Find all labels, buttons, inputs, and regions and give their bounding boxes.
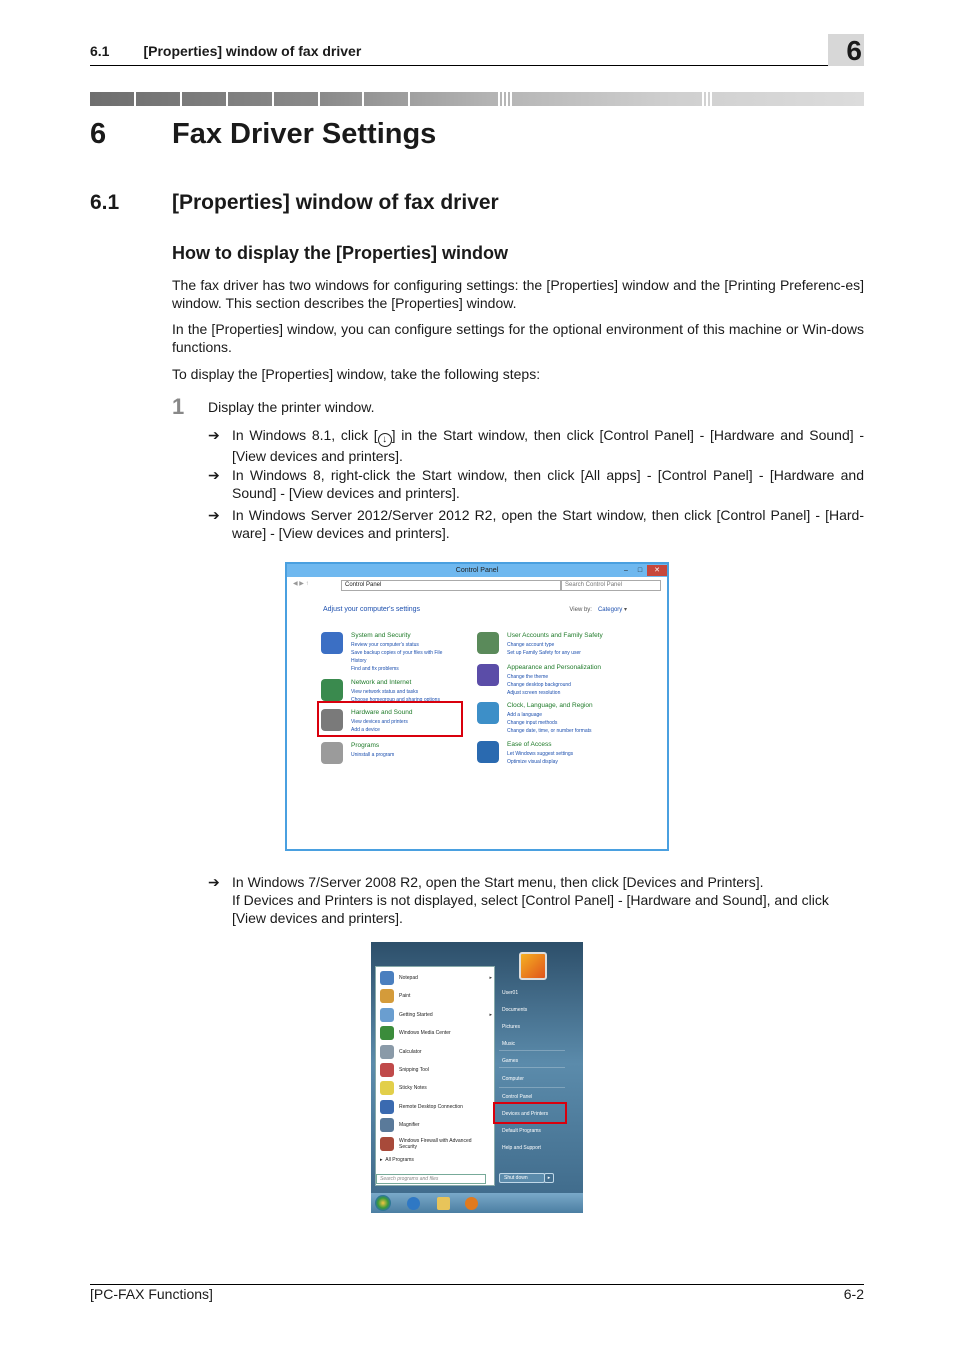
cp-category-link: Find and fix problems [351, 666, 399, 672]
chapter-title [90, 118, 436, 151]
cp-view-by-value: Category [597, 607, 623, 613]
start-menu-program [380, 1007, 492, 1023]
arrow-icon: ➔ [208, 507, 220, 523]
cp-category-link: Choose homegroup and sharing options [351, 697, 440, 703]
shutdown-options-icon: ▸ [544, 1173, 554, 1183]
cp-category-link: Change input methods [507, 720, 558, 726]
program-icon [380, 1118, 394, 1132]
menu-separator [499, 1087, 565, 1088]
program-icon [380, 1100, 394, 1114]
cp-category-icon [321, 632, 343, 654]
cp-titlebar [287, 564, 667, 577]
arrow-icon: ➔ [208, 427, 220, 443]
highlight-box [317, 701, 463, 737]
start-menu-program [380, 988, 492, 1004]
start-menu-program [380, 1044, 492, 1060]
program-label: Windows Media Center [399, 1030, 451, 1037]
cp-title: Control Panel [455, 567, 499, 574]
arrow-icon: ➔ [208, 467, 220, 483]
start-menu-right-item: Computer [502, 1076, 524, 1082]
cp-address-bar: Control Panel [341, 580, 561, 591]
media-player-icon [465, 1197, 478, 1210]
running-header-section-title: [Properties] window of fax driver [143, 43, 362, 59]
program-icon [380, 1137, 394, 1151]
start-menu-screenshot [371, 942, 583, 1213]
cp-category-link: Change desktop background [507, 682, 571, 688]
program-icon [380, 971, 394, 985]
start-menu-right-item: Music [502, 1041, 516, 1047]
program-label: Sticky Notes [399, 1085, 427, 1092]
maximize-icon: □ [637, 567, 643, 574]
running-header-section-num: 6.1 [90, 43, 110, 59]
cp-category-link: Adjust screen resolution [507, 690, 561, 696]
cp-category-icon [321, 742, 343, 764]
paragraph-1: The fax driver has two windows for configuring settings: the [Properties] window and the [Printing Preferenc-es] window. This section describes the [Properties] window. [172, 277, 864, 311]
footer-page-number: 6-2 [843, 1286, 864, 1302]
start-menu-program [380, 1062, 492, 1078]
control-panel-screenshot [285, 562, 669, 851]
bullet-text: In Windows 8.1, click [ [232, 427, 378, 443]
cp-category-name: Ease of Access [507, 741, 552, 748]
program-icon [380, 1045, 394, 1059]
bullet-text: ] in the Start window, then click [Control Panel] - [Hardware and Sound] - [View devices and printers]. [232, 427, 864, 464]
program-label: Windows Firewall with Advanced Security [399, 1137, 472, 1150]
start-menu-program [380, 1136, 492, 1152]
cp-category-link: Uninstall a program [351, 752, 395, 758]
cp-category-link: View devices and printers [351, 719, 408, 725]
program-label: Snipping Tool [399, 1067, 429, 1073]
cp-address-row [291, 580, 663, 592]
program-label: Getting Started [399, 1011, 433, 1018]
nav-arrows-icon: ◀ ▶ ↑ [293, 581, 309, 587]
cp-category-link: Change the theme [507, 674, 549, 680]
cp-category-name: Network and Internet [351, 679, 412, 686]
bullet-windows-8 [208, 466, 864, 502]
program-label: Notepad [399, 975, 418, 981]
page-footer [90, 1284, 864, 1302]
program-icon [380, 1026, 394, 1040]
all-programs: ▸ All Programs [380, 1157, 414, 1163]
cp-category-name: Programs [351, 742, 380, 749]
submenu-arrow-icon: ▸ [489, 1011, 492, 1018]
running-header [90, 35, 864, 66]
start-search-input: Search programs and files [376, 1174, 486, 1184]
start-menu-right-item: Default Programs [502, 1128, 541, 1134]
internet-explorer-icon [407, 1197, 420, 1210]
start-menu-program [380, 1117, 492, 1133]
start-menu-right-item: Documents [502, 1007, 528, 1013]
start-menu-right-item: Pictures [502, 1024, 521, 1030]
cp-category-link: Add a language [507, 712, 543, 718]
chapter-title-text: Fax Driver Settings [172, 118, 437, 150]
explorer-folder-icon [437, 1197, 450, 1210]
bullet-text: If Devices and Printers is not displayed, select [Control Panel] - [Hardware and Sound], and click [View devices and printers]. [232, 892, 829, 926]
close-icon: ✕ [647, 565, 667, 576]
section-number: 6.1 [90, 191, 120, 214]
arrow-icon: ➔ [208, 874, 220, 890]
cp-category-link: Save backup copies of your files with File [351, 650, 443, 656]
cp-category-link: Review your computer's status [351, 642, 419, 648]
cp-category-icon [477, 664, 499, 686]
paragraph-3: To display the [Properties] window, take the following steps: [172, 366, 541, 382]
highlight-box [493, 1102, 567, 1124]
paragraph-2: In the [Properties] window, you can configure settings for the optional environment of this machine or Win-dows functions. [172, 321, 864, 355]
bullet-text: In Windows Server 2012/Server 2012 R2, open the Start window, then click [Control Panel] - [Hard-ware] - [View devices and printers]. [232, 507, 864, 541]
cp-category-name: User Accounts and Family Safety [507, 632, 603, 639]
bullet-text: In Windows 7/Server 2008 R2, open the Start menu, then click [Devices and Printers]. [232, 874, 764, 890]
start-menu-right-item: User01 [502, 990, 519, 996]
start-menu-program [380, 1080, 492, 1096]
chapter-number: 6 [90, 118, 107, 150]
program-label: Magnifier [399, 1122, 420, 1129]
bullet-windows-7 [208, 873, 864, 927]
step-number: 1 [172, 394, 185, 419]
cp-search-input: Search Control Panel [561, 580, 661, 591]
cp-category-icon [477, 702, 499, 724]
program-label: Calculator [399, 1048, 422, 1055]
start-menu-right-item: Games [502, 1058, 519, 1064]
cp-category-icon [477, 741, 499, 763]
start-menu-program [380, 1025, 492, 1041]
bullet-windows-server-2012 [208, 506, 864, 542]
cp-view-by-label: View by: [569, 607, 592, 613]
cp-category-name: Clock, Language, and Region [507, 702, 593, 709]
user-avatar-icon [519, 952, 547, 980]
start-menu-programs-pane [375, 966, 495, 1186]
start-menu-right-item: Control Panel [502, 1094, 533, 1100]
submenu-arrow-icon: ▸ [489, 975, 492, 981]
program-icon [380, 1063, 394, 1077]
program-label: Paint [399, 993, 411, 1000]
running-header-section [90, 43, 361, 59]
taskbar [371, 1193, 583, 1213]
start-orb-icon [375, 1195, 391, 1211]
program-icon [380, 1008, 394, 1022]
subsection-title: How to display the [Properties] window [172, 243, 509, 263]
shutdown-label: Shut down [504, 1175, 528, 1181]
start-menu-program [380, 1099, 492, 1115]
decorative-bar [90, 92, 864, 106]
download-arrow-icon: ↓ [378, 433, 392, 447]
cp-category-link: Set up Family Safety for any user [507, 650, 581, 656]
program-label: Remote Desktop Connection [399, 1103, 463, 1110]
start-menu-right-item: Help and Support [502, 1145, 541, 1151]
cp-category-link: History [351, 658, 367, 664]
cp-category-name: Appearance and Personalization [507, 664, 601, 671]
footer-left: [PC-FAX Functions] [90, 1286, 213, 1302]
cp-category-name: Hardware and Sound [351, 709, 413, 716]
minimize-icon: – [624, 567, 628, 574]
running-header-chapter-num: 6 [828, 34, 864, 66]
cp-category-link: Add a device [351, 727, 380, 733]
cp-category-icon [477, 632, 499, 654]
cp-category-name: System and Security [351, 632, 411, 639]
start-menu-program [380, 970, 492, 986]
section-title-text: [Properties] window of fax driver [172, 191, 499, 214]
cp-category-link: Change date, time, or number formats [507, 728, 592, 734]
cp-view-by: View by: Category ▾ [569, 607, 627, 613]
bullet-windows-8-1 [208, 426, 864, 465]
cp-category-icon [321, 679, 343, 701]
cp-category-link: Change account type [507, 642, 555, 648]
program-icon [380, 1081, 394, 1095]
section-title [90, 191, 499, 215]
cp-category-link: View network status and tasks [351, 689, 419, 695]
menu-separator [499, 1050, 565, 1051]
menu-separator [499, 1067, 565, 1068]
cp-category-link: Let Windows suggest settings [507, 751, 574, 757]
shutdown-button [499, 1173, 551, 1183]
bullet-text: In Windows 8, right-click the Start window, then click [All apps] - [Control Panel] - [Hardware and Sound] - [View devices and printers]. [232, 467, 864, 501]
all-programs-label: All Programs [385, 1157, 414, 1163]
cp-adjust-heading: Adjust your computer's settings [323, 606, 421, 613]
start-menu-right-item: Devices and Printers [502, 1111, 549, 1117]
step-text: Display the printer window. [208, 399, 375, 415]
cp-category-link: Optimize visual display [507, 759, 558, 765]
program-icon [380, 989, 394, 1003]
